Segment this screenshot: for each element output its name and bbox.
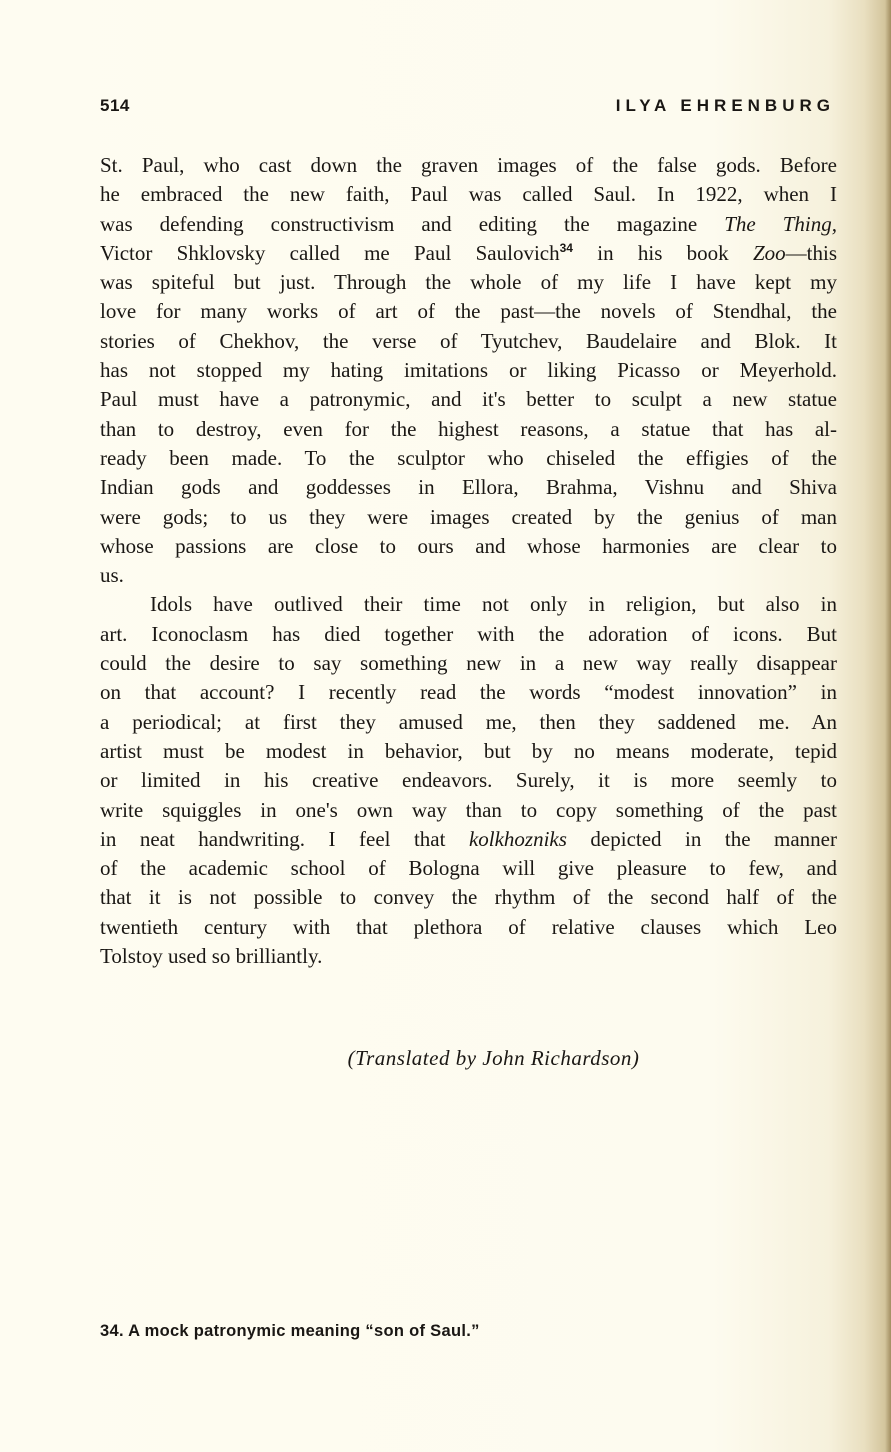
translator-credit: (Translated by John Richardson) — [347, 1046, 640, 1070]
text-line: or limited in his creative endeavors. Surely, it is more seemly to — [100, 768, 837, 793]
page-edge-shadow — [885, 0, 891, 1452]
footnote: 34. A mock patronymic meaning “son of Saul.” — [100, 1322, 480, 1340]
text-line: could the desire to say something new in a new way really disappear — [100, 651, 837, 676]
body-text — [100, 151, 837, 971]
page-header — [100, 96, 835, 126]
text-line: he embraced the new faith, Paul was called Saul. In 1922, when I — [100, 182, 837, 207]
text-line: Tolstoy used so brilliantly. — [100, 944, 323, 969]
italic-term: kolkhozniks — [468, 826, 567, 851]
text-segment: in neat handwriting. I feel that — [100, 826, 469, 851]
text-line: Paul must have a patronymic, and it's better to sculpt a new statue — [100, 387, 837, 412]
paragraph-1 — [100, 151, 837, 590]
text-line: has not stopped my hating imitations or liking Picasso or Meyerhold. — [100, 358, 837, 383]
text-line: St. Paul, who cast down the graven images of the false gods. Before — [100, 153, 837, 177]
text-line: on that account? I recently read the words “modest innovation” in — [100, 680, 837, 705]
text-line: us. — [100, 563, 124, 588]
text-line: whose passions are close to ours and whose harmonies are clear to — [100, 533, 837, 558]
text-line: than to destroy, even for the highest reasons, a statue that has al- — [100, 416, 837, 441]
text-segment: —this — [785, 240, 838, 265]
text-line: Idols have outlived their time not only in religion, but also in — [150, 592, 837, 617]
text-line: was spiteful but just. Through the whole of my life I have kept my — [100, 270, 837, 295]
text-line — [100, 825, 837, 854]
footnote-marker: 34 — [559, 240, 573, 255]
text-line — [100, 210, 837, 239]
text-line: a periodical; at first they amused me, then they saddened me. An — [100, 709, 837, 734]
text-line: of the academic school of Bologna will give pleasure to few, and — [100, 856, 837, 881]
running-head: ILYA EHRENBURG — [615, 96, 835, 115]
paragraph-2 — [100, 590, 837, 971]
text-segment: in his book — [572, 240, 753, 265]
text-line: love for many works of art of the past—the novels of Stendhal, the — [100, 299, 837, 324]
text-segment: Victor Shklovsky called me Paul Saulovich — [100, 240, 560, 265]
text-line — [100, 239, 837, 268]
book-title: Zoo — [752, 240, 786, 265]
text-line: ready been made. To the sculptor who chiseled the effigies of the — [100, 445, 837, 470]
text-line: art. Iconoclasm has died together with the adoration of icons. But — [100, 621, 837, 646]
text-line: that it is not possible to convey the rhythm of the second half of the — [100, 885, 837, 910]
text-line: artist must be modest in behavior, but by no means moderate, tepid — [100, 738, 837, 763]
magazine-title: The Thing, — [724, 211, 837, 236]
page-number: 514 — [100, 96, 130, 115]
text-line: write squiggles in one's own way than to copy something of the past — [100, 797, 837, 822]
text-line: twentieth century with that plethora of relative clauses which Leo — [100, 914, 837, 939]
text-segment: depicted in the manner — [566, 826, 837, 851]
text-line: Indian gods and goddesses in Ellora, Brahma, Vishnu and Shiva — [100, 475, 837, 500]
text-line: stories of Chekhov, the verse of Tyutchev, Baudelaire and Blok. It — [100, 328, 837, 353]
text-line: were gods; to us they were images created by the genius of man — [100, 504, 837, 529]
text-segment: was defending constructivism and editing the magazine — [100, 211, 725, 236]
